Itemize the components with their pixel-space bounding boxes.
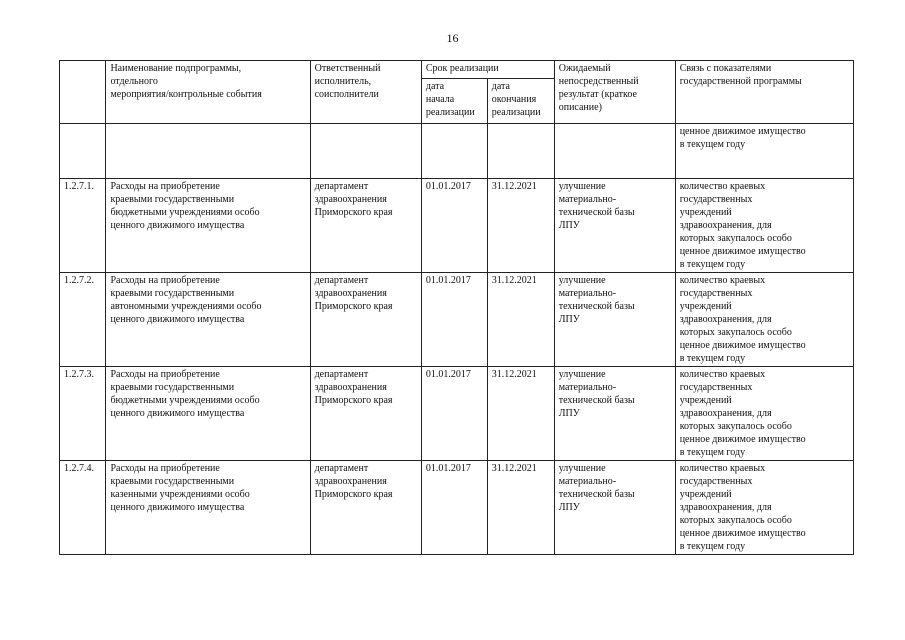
cell-name: Расходы на приобретение краевыми государственными бюджетными учреждениями особо ценного движимого имущества [106, 179, 310, 273]
cell-link: ценное движимое имущество в текущем году [675, 124, 853, 179]
cell-end-date: 31.12.2021 [487, 461, 554, 555]
cell-empty [310, 124, 421, 179]
header-name: Наименование подпрограммы, отдельного мероприятия/контрольные события [106, 61, 310, 124]
cell-empty [554, 124, 675, 179]
header-result: Ожидаемый непосредственный результат (краткое описание) [554, 61, 675, 124]
cell-empty [106, 124, 310, 179]
cell-end-date: 31.12.2021 [487, 367, 554, 461]
cell-number: 1.2.7.2. [60, 273, 106, 367]
cell-number: 1.2.7.3. [60, 367, 106, 461]
header-link: Связь с показателями государственной программы [675, 61, 853, 124]
cell-responsible: департамент здравоохранения Приморского края [310, 461, 421, 555]
page-number: 16 [446, 31, 459, 45]
program-table [59, 60, 854, 555]
cell-link: количество краевых государственных учреждений здравоохранения, для которых закупалось особо ценное движимое имущество в текущем году [675, 461, 853, 555]
cell-name: Расходы на приобретение краевыми государственными бюджетными учреждениями особо ценного движимого имущества [106, 367, 310, 461]
table-row [60, 179, 854, 273]
cell-link: количество краевых государственных учреждений здравоохранения, для которых закупалось особо ценное движимое имущество в текущем году [675, 179, 853, 273]
header-row [60, 61, 854, 79]
cell-result: улучшение материально- технической базы ЛПУ [554, 179, 675, 273]
cell-end-date: 31.12.2021 [487, 179, 554, 273]
cell-empty [60, 124, 106, 179]
header-end-date: дата окончания реализации [487, 79, 554, 124]
header-term: Срок реализации [421, 61, 554, 79]
table-row [60, 273, 854, 367]
cell-responsible: департамент здравоохранения Приморского края [310, 273, 421, 367]
continuation-row [60, 124, 854, 179]
cell-name: Расходы на приобретение краевыми государственными казенными учреждениями особо ценного движимого имущества [106, 461, 310, 555]
table-row [60, 461, 854, 555]
cell-start-date: 01.01.2017 [421, 179, 487, 273]
cell-link: количество краевых государственных учреждений здравоохранения, для которых закупалось особо ценное движимое имущество в текущем году [675, 273, 853, 367]
cell-link: количество краевых государственных учреждений здравоохранения, для которых закупалось особо ценное движимое имущество в текущем году [675, 367, 853, 461]
cell-start-date: 01.01.2017 [421, 273, 487, 367]
cell-result: улучшение материально- технической базы ЛПУ [554, 367, 675, 461]
cell-result: улучшение материально- технической базы ЛПУ [554, 273, 675, 367]
cell-number: 1.2.7.1. [60, 179, 106, 273]
cell-start-date: 01.01.2017 [421, 367, 487, 461]
cell-empty [421, 124, 487, 179]
header-responsible: Ответственный исполнитель, соисполнители [310, 61, 421, 124]
cell-number: 1.2.7.4. [60, 461, 106, 555]
cell-responsible: департамент здравоохранения Приморского края [310, 367, 421, 461]
cell-result: улучшение материально- технической базы ЛПУ [554, 461, 675, 555]
header-start-date: дата начала реализации [421, 79, 487, 124]
cell-responsible: департамент здравоохранения Приморского края [310, 179, 421, 273]
cell-empty [487, 124, 554, 179]
table-row [60, 367, 854, 461]
cell-start-date: 01.01.2017 [421, 461, 487, 555]
cell-name: Расходы на приобретение краевыми государственными автономными учреждениями особо ценного движимого имущества [106, 273, 310, 367]
cell-end-date: 31.12.2021 [487, 273, 554, 367]
header-number [60, 61, 106, 124]
